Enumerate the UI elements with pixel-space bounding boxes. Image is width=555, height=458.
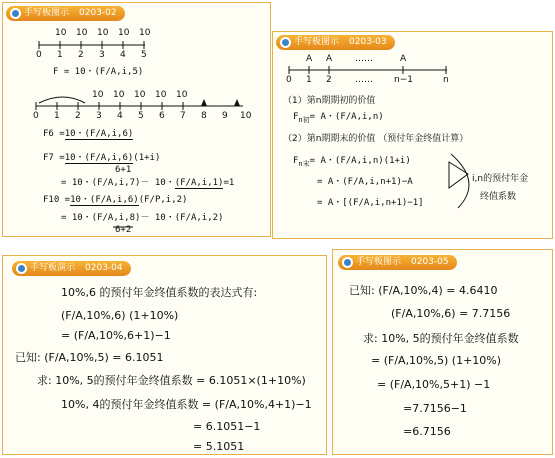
panel-tag: 手写板演示 0203-04 xyxy=(12,261,131,276)
pen-icon xyxy=(342,257,353,268)
panel-0203-03: 手写板图示 0203-03 A A …… A 0 1 2 …… n−1 n （1）第n期期初的价值 $F_{n初}= A$・(F/A,i,n) （2）第n期期末的价值 （预付年金终值计算） $F_{n末}= A$・(F/A,i,n)(1+i) = A・(F/A,i,n+1)−A = A・[(F/A,i,n+1)−1] i,n的预付年金 终值系数 xyxy=(272,31,553,239)
panel-tag: 手写板图示 0203-03 xyxy=(276,35,395,50)
panel-0203-04: 手写板演示 0203-04 10%,6 的预付年金终值系数的表达式有: (F/A,10%,6) (1+10%) = (F/A,10%,6+1)−1 已知: (F/A,10%,5) = 6.1051 求: 10%, 5的预付年金终值系数 = 6.1051×(1+10%) 10%, 4的预付年金终值系数 = (F/A,10%,4+1)−1 = 6.1051−1 = 5.1051 xyxy=(2,255,327,455)
f7-formula: F7 =10・(F/A,i,6)(1+i) xyxy=(43,153,161,163)
f6-formula: F6 =10・(F/A,i,6) xyxy=(43,129,134,139)
f10-expansion: = 10・(F/A,i,8)－ 10・(F/A,i,2) xyxy=(61,213,224,223)
panel-0203-02: 手写板图示 0203-02 10 10 10 10 10 0 1 2 3 4 5 F = 10・(F/A,i,5) 10 10 10 10 10 0 1 2 3 4 5 6 7 8 9 10 F6 =10・(F/A,i,6) F7 =10・(F/A,i,6)(1+i) 6+1 = 10・(F/A,i,7)－ 10・(F/A,i,1)=1 F10 =10・(F/A,i,6)(F/P,i,2) = 10・(F/A,i,8)－ 10・(F/A,i,2) 6+2 xyxy=(2,2,271,237)
panel-tag: 手写板图示 0203-05 xyxy=(338,255,457,270)
panel-tag: 手写板图示 0203-02 xyxy=(6,6,125,21)
panel-0203-05: 手写板图示 0203-05 已知: (F/A,10%,4) = 4.6410 (F/A,10%,6) = 7.7156 求: 10%, 5的预付年金终值系数 = (F/A,10%,5) (1+10%) = (F/A,10%,5+1) −1 =7.7156−1 =6.7156 xyxy=(332,249,553,455)
f-formula: F = 10・(F/A,i,5) xyxy=(53,67,144,77)
fn-begin: $F_{n初}= A$・(F/A,i,n) xyxy=(293,112,384,124)
f10-formula: F10 =10・(F/A,i,6)(F/P,i,2) xyxy=(43,195,188,205)
f7-expansion: = 10・(F/A,i,7)－ 10・(F/A,i,1)=1 xyxy=(61,178,235,188)
pen-icon xyxy=(16,263,27,274)
fn-end: $F_{n末}= A$・(F/A,i,n)(1+i) xyxy=(293,156,411,168)
